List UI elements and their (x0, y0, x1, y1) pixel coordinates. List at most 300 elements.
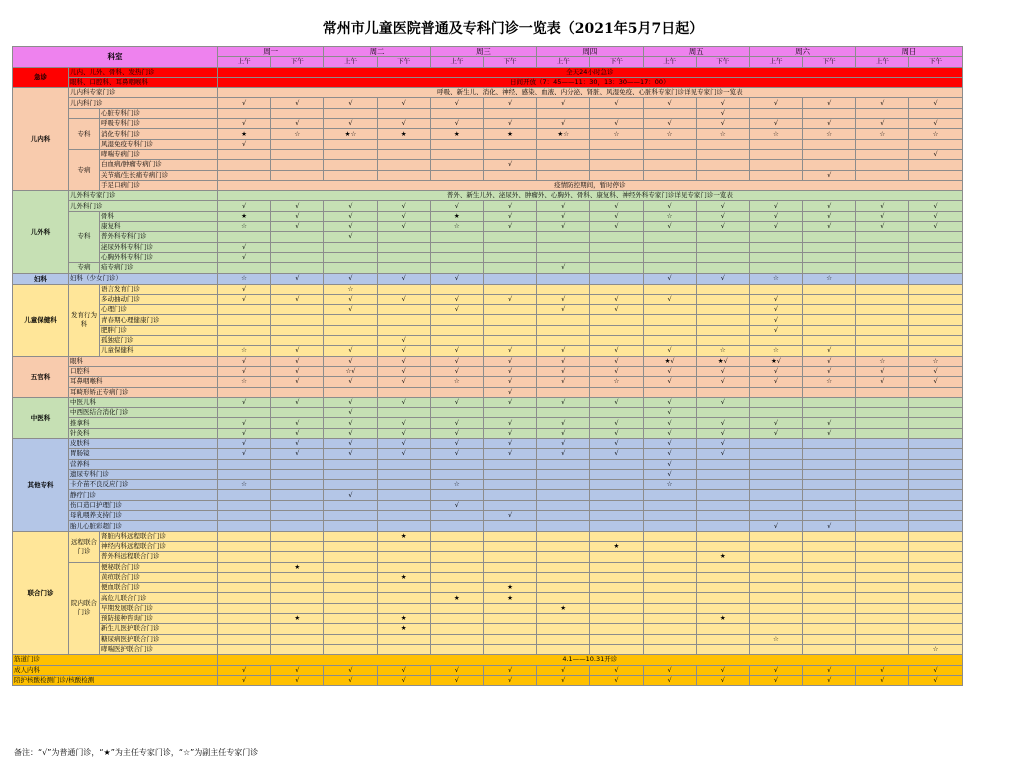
clinic-name: 筋道门诊 (13, 655, 218, 665)
slot-cell (803, 408, 856, 418)
slot-cell (271, 500, 324, 510)
slot-cell: √ (749, 294, 802, 304)
slot-cell (643, 552, 696, 562)
slot-cell (856, 139, 909, 149)
slot-cell (324, 541, 377, 551)
subgroup-label: 院内联合门诊 (69, 562, 100, 655)
schedule-row (13, 356, 963, 366)
slot-cell: √ (430, 675, 483, 685)
slot-cell (643, 583, 696, 593)
slot-cell (696, 593, 749, 603)
slot-cell: √ (909, 675, 962, 685)
slot-cell: √ (483, 211, 536, 221)
clinic-name: 肾脏内科远程联合门诊 (100, 531, 218, 541)
slot-cell (377, 315, 430, 325)
slot-cell (696, 232, 749, 242)
slot-cell: √ (324, 273, 377, 284)
schedule-row (13, 480, 963, 490)
slot-cell: √ (749, 305, 802, 315)
slot-cell: ☆ (856, 129, 909, 139)
clinic-name: 眼科、口腔科、耳鼻咽喉科 (69, 77, 218, 87)
slot-cell (537, 644, 590, 654)
slot-cell (377, 469, 430, 479)
slot-cell: √ (643, 449, 696, 459)
slot-cell (643, 511, 696, 521)
schedule-table (12, 46, 963, 686)
slot-cell (430, 242, 483, 252)
slot-cell (324, 531, 377, 541)
slot-cell (430, 149, 483, 159)
slot-cell (909, 562, 962, 572)
slot-cell: √ (696, 108, 749, 118)
slot-cell: √ (643, 294, 696, 304)
clinic-name: 卡介苗不良反应门诊 (69, 480, 218, 490)
slot-cell: √ (271, 294, 324, 304)
slot-cell: √ (377, 356, 430, 366)
slot-cell: √ (803, 418, 856, 428)
slot-cell: √ (483, 160, 536, 170)
slot-cell (856, 583, 909, 593)
clinic-name: 伤口造口护理门诊 (69, 500, 218, 510)
slot-cell (537, 232, 590, 242)
slot-cell (749, 480, 802, 490)
slot-cell (218, 149, 271, 159)
slot-cell: √ (324, 201, 377, 211)
slot-cell: √ (271, 346, 324, 356)
slot-cell: √ (590, 428, 643, 438)
slot-cell (218, 108, 271, 118)
slot-cell (377, 500, 430, 510)
slot-cell (696, 490, 749, 500)
slot-cell (537, 583, 590, 593)
slot-cell: √ (377, 397, 430, 407)
slot-cell (271, 593, 324, 603)
slot-cell: √ (643, 665, 696, 675)
slot-cell: √ (696, 397, 749, 407)
slot-cell: ★√ (696, 356, 749, 366)
slot-cell (856, 252, 909, 262)
slot-cell (218, 572, 271, 582)
slot-cell (430, 572, 483, 582)
slot-cell (590, 336, 643, 346)
slot-cell (483, 480, 536, 490)
slot-cell (909, 603, 962, 613)
slot-cell (430, 408, 483, 418)
slot-cell (430, 634, 483, 644)
day-header: 周四 (537, 47, 643, 57)
slot-cell (909, 263, 962, 273)
slot-cell: √ (271, 356, 324, 366)
schedule-row (13, 119, 963, 129)
slot-cell (803, 552, 856, 562)
slot-cell (749, 449, 802, 459)
slot-cell: √ (856, 119, 909, 129)
dept-label: 儿内科 (13, 88, 69, 191)
slot-cell (218, 603, 271, 613)
slot-cell: ☆ (749, 346, 802, 356)
day-header: 周五 (643, 47, 749, 57)
slot-cell (218, 305, 271, 315)
slot-cell: √ (537, 263, 590, 273)
slot-cell: √ (537, 222, 590, 232)
slot-cell: √ (749, 325, 802, 335)
slot-cell: ☆ (643, 211, 696, 221)
slot-cell: ★ (377, 614, 430, 624)
slot-cell: √ (643, 408, 696, 418)
slot-cell (271, 624, 324, 634)
clinic-name: 中西医结合消化门诊 (69, 408, 218, 418)
clinic-name: 眼科 (69, 356, 218, 366)
slot-cell: √ (324, 98, 377, 108)
slot-cell (271, 263, 324, 273)
slot-cell: ★ (483, 583, 536, 593)
slot-cell (803, 541, 856, 551)
slot-cell (803, 284, 856, 294)
slot-cell (430, 614, 483, 624)
slot-cell (271, 305, 324, 315)
slot-cell: √ (909, 149, 962, 159)
slot-cell (909, 305, 962, 315)
schedule-row (13, 459, 963, 469)
slot-cell: √ (803, 428, 856, 438)
slot-cell: √ (537, 294, 590, 304)
clinic-name: 哮喘医护联合门诊 (100, 644, 218, 654)
slot-cell: √ (377, 222, 430, 232)
schedule-row (13, 624, 963, 634)
slot-cell: ☆ (218, 222, 271, 232)
slot-cell (643, 521, 696, 531)
slot-cell (324, 263, 377, 273)
slot-cell (324, 593, 377, 603)
slot-cell: √ (218, 428, 271, 438)
slot-cell (218, 624, 271, 634)
slot-cell: √ (803, 346, 856, 356)
slot-cell (643, 387, 696, 397)
slot-cell (643, 603, 696, 613)
dept-label: 儿童保健科 (13, 284, 69, 356)
slot-cell: √ (324, 438, 377, 448)
slot-cell (537, 149, 590, 159)
slot-cell: ★ (696, 552, 749, 562)
slot-cell (749, 500, 802, 510)
slot-cell (590, 531, 643, 541)
clinic-name: 呼吸专科门诊 (100, 119, 218, 129)
clinic-name: 推拿科 (69, 418, 218, 428)
slot-cell: √ (643, 438, 696, 448)
slot-cell (749, 252, 802, 262)
slot-cell: √ (377, 294, 430, 304)
slot-cell: ★ (271, 614, 324, 624)
schedule-row (13, 77, 963, 87)
slot-cell: ☆ (430, 222, 483, 232)
slot-cell (430, 459, 483, 469)
slot-cell: √ (590, 222, 643, 232)
slot-cell: √ (430, 356, 483, 366)
slot-cell (803, 315, 856, 325)
slot-cell (909, 449, 962, 459)
slot-cell (218, 170, 271, 180)
slot-cell (483, 521, 536, 531)
slot-cell (696, 305, 749, 315)
slot-cell (856, 263, 909, 273)
slot-cell: √ (537, 305, 590, 315)
legend-note: 备注：“√”为普通门诊，“★”为主任专家门诊，“☆”为副主任专家门诊 (14, 748, 259, 757)
subgroup-label: 专病 (69, 149, 100, 190)
slot-cell: √ (590, 397, 643, 407)
slot-cell (749, 284, 802, 294)
slot-cell: √ (590, 346, 643, 356)
slot-cell (696, 284, 749, 294)
slot-cell (537, 562, 590, 572)
slot-cell (324, 139, 377, 149)
slot-cell: √ (324, 449, 377, 459)
slot-cell (590, 408, 643, 418)
slot-cell: √ (271, 273, 324, 284)
slot-cell (430, 531, 483, 541)
schedule-row (13, 490, 963, 500)
slot-cell (803, 149, 856, 159)
slot-cell (803, 500, 856, 510)
slot-cell (218, 644, 271, 654)
slot-cell: √ (324, 377, 377, 387)
schedule-row (13, 305, 963, 315)
slot-cell (271, 572, 324, 582)
slot-cell: √ (590, 665, 643, 675)
slot-cell (590, 583, 643, 593)
slot-cell: √ (643, 397, 696, 407)
slot-cell (803, 583, 856, 593)
slot-cell (271, 644, 324, 654)
slot-cell (803, 459, 856, 469)
slot-cell (590, 139, 643, 149)
slot-cell (803, 593, 856, 603)
slot-cell: √ (483, 438, 536, 448)
day-header: 周日 (856, 47, 962, 57)
clinic-name: 新生儿医护联合门诊 (100, 624, 218, 634)
clinic-name: 妇科（少女门诊） (69, 273, 218, 284)
slot-cell: √ (430, 418, 483, 428)
slot-cell (590, 480, 643, 490)
slot-cell: ☆ (803, 377, 856, 387)
slot-cell: √ (696, 675, 749, 685)
clinic-name: 消化专科门诊 (100, 129, 218, 139)
slot-cell: √ (803, 222, 856, 232)
clinic-name: 康复科 (100, 222, 218, 232)
slot-cell (856, 459, 909, 469)
slot-cell (590, 315, 643, 325)
am-header: 上午 (218, 57, 271, 67)
slot-cell (590, 552, 643, 562)
slot-cell (537, 160, 590, 170)
slot-cell (430, 139, 483, 149)
subgroup-label: 专病 (69, 263, 100, 273)
slot-cell (218, 469, 271, 479)
slot-cell: √ (696, 98, 749, 108)
slot-cell (643, 284, 696, 294)
slot-cell: √ (537, 366, 590, 376)
slot-cell: √ (218, 98, 271, 108)
clinic-name: 遗尿专科门诊 (69, 469, 218, 479)
day-header: 周二 (324, 47, 430, 57)
slot-cell: √ (909, 366, 962, 376)
slot-cell: √ (537, 438, 590, 448)
slot-cell (218, 315, 271, 325)
slot-cell (537, 315, 590, 325)
slot-cell (696, 149, 749, 159)
slot-cell (803, 469, 856, 479)
slot-cell: √ (856, 366, 909, 376)
slot-cell (537, 531, 590, 541)
slot-cell (377, 541, 430, 551)
slot-cell: √ (803, 98, 856, 108)
slot-cell: √ (909, 201, 962, 211)
schedule-row (13, 593, 963, 603)
slot-cell: √ (483, 665, 536, 675)
slot-cell (803, 263, 856, 273)
slot-cell (377, 252, 430, 262)
slot-cell (377, 459, 430, 469)
slot-cell: √ (696, 273, 749, 284)
slot-cell (643, 252, 696, 262)
slot-cell: √ (590, 449, 643, 459)
slot-cell: √ (749, 211, 802, 221)
slot-cell (483, 541, 536, 551)
slot-cell (749, 438, 802, 448)
slot-cell (909, 428, 962, 438)
clinic-name: 普外科专科门诊 (100, 232, 218, 242)
slot-cell (856, 572, 909, 582)
slot-cell (856, 418, 909, 428)
slot-cell: ☆ (643, 480, 696, 490)
clinic-name: 静疗门诊 (69, 490, 218, 500)
slot-cell (696, 531, 749, 541)
slot-cell (909, 552, 962, 562)
pm-header: 下午 (271, 57, 324, 67)
slot-cell: √ (377, 418, 430, 428)
slot-cell (643, 644, 696, 654)
slot-cell (803, 511, 856, 521)
slot-cell (643, 139, 696, 149)
slot-cell (218, 336, 271, 346)
slot-cell (803, 139, 856, 149)
slot-cell (749, 160, 802, 170)
schedule-row (13, 160, 963, 170)
slot-cell (218, 521, 271, 531)
pm-header: 下午 (909, 57, 962, 67)
slot-cell: ☆ (696, 129, 749, 139)
slot-cell: √ (324, 305, 377, 315)
slot-cell: ★ (430, 211, 483, 221)
slot-cell: √ (377, 428, 430, 438)
slot-cell (430, 469, 483, 479)
slot-cell (856, 325, 909, 335)
schedule-row (13, 408, 963, 418)
clinic-name: 关节痛/生长痛专病门诊 (100, 170, 218, 180)
am-header: 上午 (324, 57, 377, 67)
slot-cell: √ (537, 428, 590, 438)
pm-header: 下午 (590, 57, 643, 67)
slot-cell (909, 336, 962, 346)
clinic-name: 泌尿外科专科门诊 (100, 242, 218, 252)
slot-cell: √ (377, 665, 430, 675)
slot-cell (483, 644, 536, 654)
slot-cell (749, 149, 802, 159)
clinic-name: 黄疸联合门诊 (100, 572, 218, 582)
slot-cell (856, 336, 909, 346)
slot-cell (590, 232, 643, 242)
slot-cell (430, 511, 483, 521)
slot-cell (377, 644, 430, 654)
slot-cell (271, 252, 324, 262)
slot-cell (271, 490, 324, 500)
slot-cell: √ (856, 675, 909, 685)
slot-cell (377, 583, 430, 593)
slot-cell (271, 469, 324, 479)
slot-cell (537, 408, 590, 418)
slot-cell (696, 387, 749, 397)
slot-cell (430, 284, 483, 294)
slot-cell (590, 469, 643, 479)
slot-cell (537, 387, 590, 397)
slot-cell: √ (324, 346, 377, 356)
slot-cell (483, 490, 536, 500)
schedule-row (13, 562, 963, 572)
clinic-name: 耳鼻咽喉科 (69, 377, 218, 387)
slot-cell (749, 511, 802, 521)
slot-cell: √ (377, 273, 430, 284)
slot-cell (803, 160, 856, 170)
slot-cell (377, 232, 430, 242)
schedule-row (13, 644, 963, 654)
slot-cell (749, 170, 802, 180)
slot-cell (856, 408, 909, 418)
slot-cell (430, 315, 483, 325)
slot-cell (749, 572, 802, 582)
schedule-row (13, 614, 963, 624)
slot-cell: √ (483, 675, 536, 685)
slot-cell (537, 593, 590, 603)
slot-cell: √ (377, 675, 430, 685)
slot-cell: √ (803, 366, 856, 376)
slot-cell (856, 593, 909, 603)
slot-cell (537, 480, 590, 490)
slot-cell: ★ (483, 129, 536, 139)
slot-cell (483, 325, 536, 335)
slot-cell: √ (483, 449, 536, 459)
slot-cell (377, 160, 430, 170)
slot-cell (590, 160, 643, 170)
schedule-row (13, 108, 963, 118)
slot-cell (324, 149, 377, 159)
slot-cell (643, 149, 696, 159)
slot-cell (909, 170, 962, 180)
clinic-name: 皮肤科 (69, 438, 218, 448)
slot-cell (696, 624, 749, 634)
slot-cell (271, 149, 324, 159)
slot-cell: √ (696, 366, 749, 376)
slot-cell (696, 263, 749, 273)
schedule-body (13, 47, 963, 686)
slot-cell: √ (803, 665, 856, 675)
slot-cell: √ (377, 119, 430, 129)
slot-cell (803, 531, 856, 541)
slot-cell: √ (271, 119, 324, 129)
slot-cell (590, 521, 643, 531)
slot-cell (749, 459, 802, 469)
slot-cell: √ (430, 346, 483, 356)
schedule-row (13, 397, 963, 407)
slot-cell (909, 273, 962, 284)
